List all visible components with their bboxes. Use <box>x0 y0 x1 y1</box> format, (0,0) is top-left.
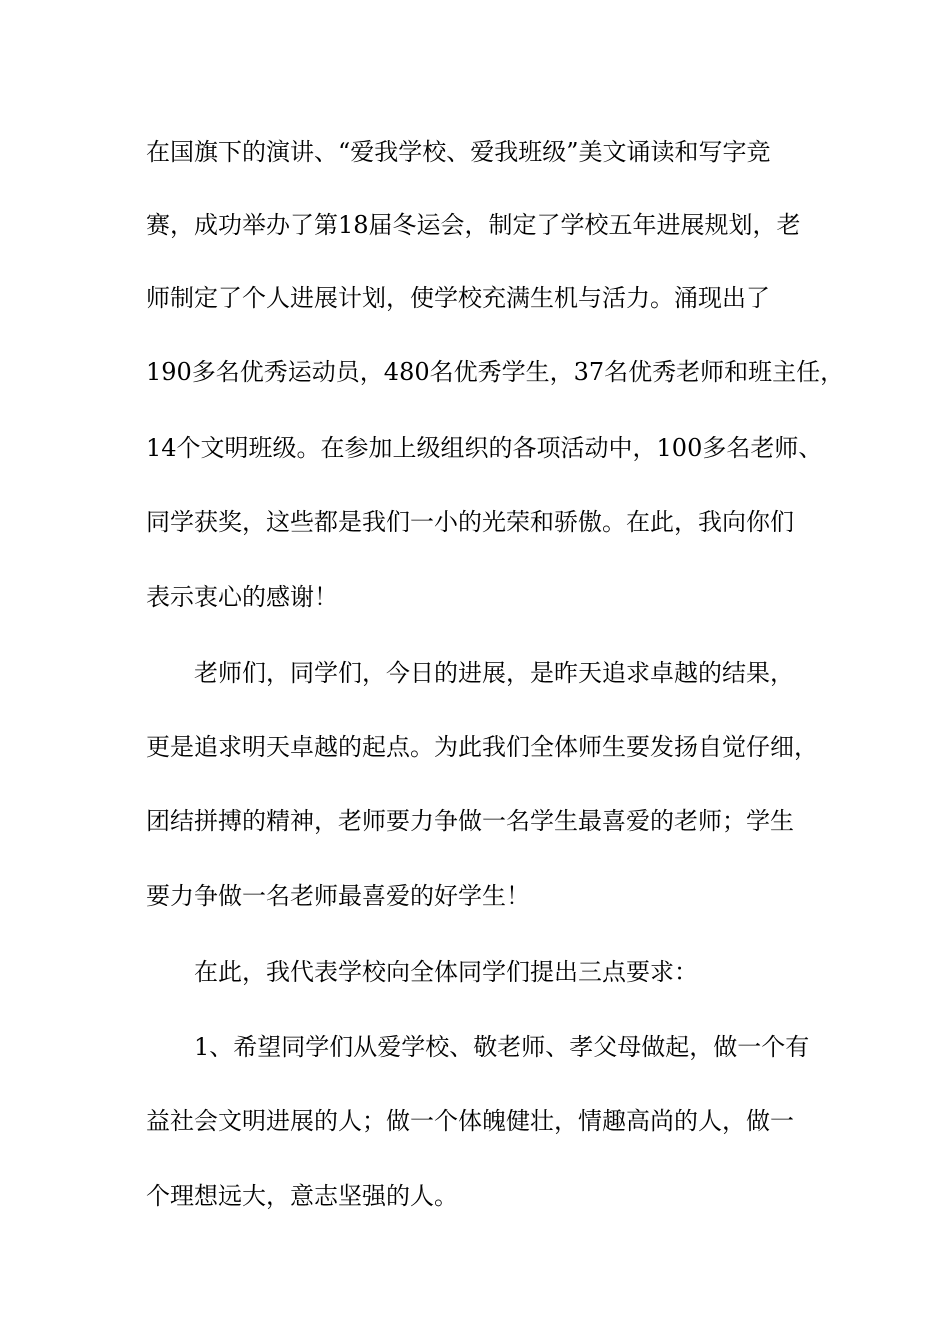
text-line: 益社会文明进展的人；做一个体魄健壮，情趣高尚的人，做一 <box>146 1107 794 1135</box>
text-line: 14个文明班级。在参加上级组织的各项活动中，100多名老师、 <box>146 434 823 462</box>
paragraph-first-line: 老师们，同学们，今日的进展，是昨天追求卓越的结果， <box>194 659 794 687</box>
text-line: 190多名优秀运动员，480名优秀学生，37名优秀老师和班主任， <box>146 358 845 386</box>
text-line: 更是追求明天卓越的起点。为此我们全体师生要发扬自觉仔细， <box>146 733 818 761</box>
text-line: 团结拼搏的精神，老师要力争做一名学生最喜爱的老师；学生 <box>146 807 794 835</box>
text-line: 在国旗下的演讲、“爱我学校、爱我班级”美文诵读和写字竞 <box>146 138 771 166</box>
text-line: 师制定了个人进展计划，使学校充满生机与活力。涌现出了 <box>146 284 770 312</box>
text-line: 表示衷心的感谢！ <box>146 583 338 611</box>
text-line: 要力争做一名老师最喜爱的好学生！ <box>146 882 530 910</box>
text-line: 同学获奖，这些都是我们一小的光荣和骄傲。在此，我向你们 <box>146 508 794 536</box>
text-line: 个理想远大，意志坚强的人。 <box>146 1182 458 1210</box>
text-line: 赛，成功举办了第18届冬运会，制定了学校五年进展规划，老 <box>146 211 801 239</box>
paragraph-first-line: 1、希望同学们从爱学校、敬老师、孝父母做起，做一个有 <box>194 1033 810 1061</box>
paragraph-first-line: 在此，我代表学校向全体同学们提出三点要求： <box>194 958 698 986</box>
